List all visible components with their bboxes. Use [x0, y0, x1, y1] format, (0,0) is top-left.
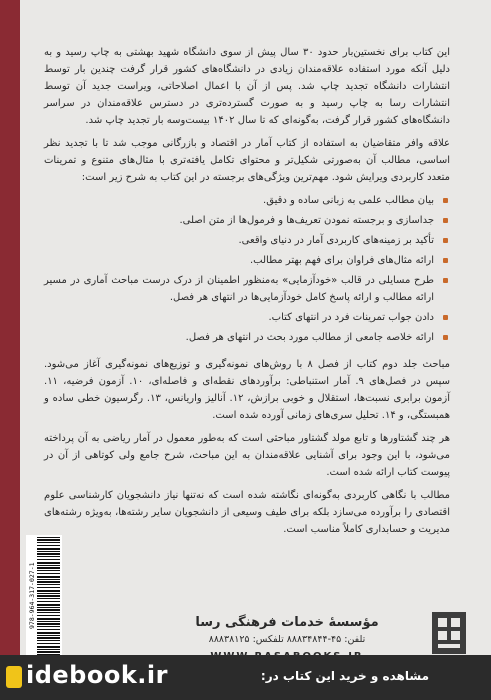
publisher-name: مؤسسهٔ خدمات فرهنگی رسا: [195, 615, 379, 630]
list-item: ارائه مثال‌های فراوان برای فهم بهتر مطالب.: [44, 252, 434, 269]
list-item: تأکید بر زمینه‌های کاربردی آمار در دنیای واقعی.: [44, 232, 434, 249]
description-text: [44, 44, 450, 544]
list-item: بیان مطالب علمی به زبانی ساده و دقیق.: [44, 192, 434, 209]
intro-paragraph-2: علاقه وافر متقاضیان به استفاده از کتاب آمار در اقتصاد و بازرگانی موجب شد تا با تجدید نظر اساسی، مطالب آن به‌صورتی شکیل‌تر و محتوای تکامل یافته‌تری با مثال‌های متنوع و تمرینات متعدد کاربردی ویرایش شود. مهم‌ترین ویژگی‌های برجسته در این کتاب به شرح زیر است:: [44, 138, 450, 183]
spine-stripe: [0, 0, 20, 655]
barcode-bars: [37, 537, 60, 655]
buy-book-cta[interactable]: مشاهده و خرید این کتاب در:: [260, 669, 429, 683]
publisher-logo-icon: [432, 612, 466, 654]
isbn-number: 978-964-317-027-1: [28, 562, 36, 630]
intro-paragraph-1: این کتاب برای نخستین‌بار حدود ۳۰ سال پیش از سوی دانشگاه شهید بهشتی به چاپ رسید و به دلیل آنکه مورد استفاده علاقه‌مندان زیادی در دانشگاه‌های کشور قرار گرفت چندین بار توسط انتشارات دانشگاه تجدید چاپ شد. پس از آن با اعمال اصلاحاتی، ویراست جدید آن توسط انتشارات رسا به چاپ رسید و به صورت گسترده‌تری در دسترس علاقه‌مندان در سراسر دانشگاه‌های کشور قرار گرفت، به‌گونه‌ای که تا سال ۱۴۰۲ بیست‌وسه بار تجدید چاپ شد.: [44, 47, 450, 126]
outro-paragraph-2: هر چند گشتاورها و تابع مولد گشتاور مباحثی است که به‌طور معمول در آمار ریاضی به آن پرداخته می‌شود، با این وجود برای آشنایی علاقه‌مندان به این مباحث، شرح جامع ولی کوتاهی از آن در پیوست کتاب ارائه شده است.: [44, 433, 450, 478]
watermark-footer[interactable]: [0, 655, 491, 700]
list-item: ارائه خلاصه جامعی از مطالب مورد بحث در انتهای هر فصل.: [44, 329, 434, 346]
idebook-logo-icon: [6, 666, 22, 688]
outro-paragraph-3: مطالب با نگاهی کاربردی به‌گونه‌ای نگاشته شده است که نه‌تنها نیاز دانشجویان کارشناسی علوم اقتصادی را برآورده می‌سازد بلکه برای طیف وسیعی از دانشجویان سایر رشته‌ها، به‌ویژه رشته‌های مدیریت و حسابداری کاملاً مناسب است.: [44, 490, 450, 535]
list-item: طرح مسایلی در قالب «خودآزمایی» به‌منظور اطمینان از درک درست مباحث آماری در مسیر ارائه مطالب و ارائه پاسخ کامل خودآزمایی‌ها در انتهای هر فصل.: [44, 272, 434, 306]
list-item: دادن جواب تمرینات فرد در انتهای کتاب.: [44, 309, 434, 326]
idebook-brand[interactable]: idebook.ir: [26, 661, 168, 689]
list-item: جداسازی و برجسته نمودن تعریف‌ها و فرمول‌ها از متن اصلی.: [44, 212, 434, 229]
publisher-phone: تلفن: ۴۵-۸۸۸۳۴۸۴۴ تلفکس: ۸۸۸۳۸۱۲۵: [208, 634, 366, 645]
features-list: [44, 192, 450, 346]
outro-paragraph-1: مباحث جلد دوم کتاب از فصل ۸ با روش‌های نمونه‌گیری و توزیع‌های نمونه‌گیری آغاز می‌شود. سپس در فصل‌های ۹. آمار استنباطی: برآوردهای نقطه‌ای و فاصله‌ای، ۱۰. آزمون فرضیه، ۱۱. آزمون برابری نسبت‌ها، استقلال و خوبی برازش، ۱۲. آنالیز واریانس، ۱۳. رگرسیون خطی ساده و همبستگی، و ۱۴. تحلیل سری‌های زمانی آورده شده است.: [44, 359, 451, 421]
isbn-barcode: [26, 535, 62, 657]
